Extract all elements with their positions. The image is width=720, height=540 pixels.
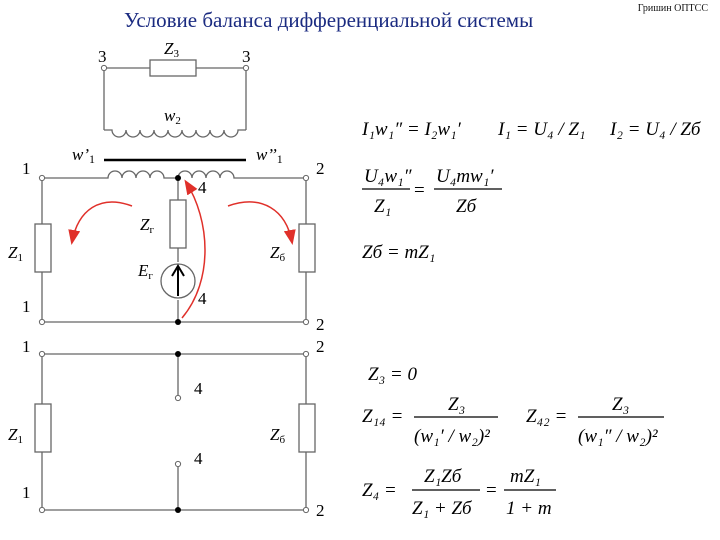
z1-resistor-lower [35, 404, 51, 452]
eq2-lhs-num: U₄w₁″ [364, 166, 412, 187]
eq5a-num: Z₃ [448, 394, 466, 415]
left-current-arrow [72, 202, 132, 242]
w1-prime-label: w’1 [72, 145, 95, 166]
w1-double-prime-label: w’’1 [256, 145, 283, 166]
zb-resistor-upper [299, 224, 315, 272]
zb-upper-label: Zб [270, 243, 286, 264]
z1-upper-label: Z1 [8, 243, 23, 264]
eq2-lhs-den: Z₁ [374, 196, 392, 217]
node-4-bottom-dot [175, 319, 181, 325]
node-1-bottom-label: 1 [22, 297, 31, 316]
zb-resistor-lower [299, 404, 315, 452]
eq5b-num: Z₃ [612, 394, 630, 415]
w2-label: w2 [164, 106, 181, 127]
lower-node-2-top-label: 2 [316, 337, 325, 356]
node-4-bottom-label: 4 [198, 289, 207, 308]
lower-node-4-bottom-label: 4 [194, 449, 203, 468]
lower-terminals [39, 351, 308, 512]
slide-title: Условие баланса дифференциальной системы [124, 8, 534, 32]
w2-coil [104, 130, 246, 137]
eq5b-den: (w₁″ / w₂)² [578, 426, 658, 447]
node-3-left-label: 3 [98, 47, 107, 66]
lower-node-top-dot [175, 351, 181, 357]
right-current-arrow [228, 202, 292, 242]
z3-label: Z3 [164, 39, 179, 60]
eq6-den1: Z₁ + Zб [412, 498, 472, 519]
eq6-lhs: Z₄ = [362, 480, 397, 501]
eq5b-lhs: Z₄₂ = [526, 406, 568, 427]
eq6-den2: 1 + m [506, 498, 552, 519]
eq5a-lhs: Z₁₄ = [362, 406, 404, 427]
w1-coil [42, 171, 306, 178]
eq1-balance: I₁w₁″ = I₂w₁′ [362, 119, 461, 140]
lower-node-4-top-label: 4 [194, 379, 203, 398]
node-4-top-label: 4 [198, 178, 207, 197]
node-2-top-label: 2 [316, 159, 325, 178]
equations [361, 119, 702, 519]
lower-node-1-top-label: 1 [22, 337, 31, 356]
lower-labels [8, 337, 325, 520]
eq5a-den: (w₁′ / w₂)² [414, 426, 490, 447]
eq1-current-1: I₁ = U₄ / Z₁ [498, 119, 586, 140]
eq4-z3-zero: Z₃ = 0 [368, 364, 417, 385]
upper-circuit [35, 60, 315, 322]
lower-node-bottom-dot [175, 507, 181, 513]
eq1-current-2: I₂ = U₄ / Zб [610, 119, 701, 140]
zg-resistor [170, 200, 186, 248]
eq2-rhs-num: U₄mw₁′ [436, 166, 494, 187]
zb-lower-label: Zб [270, 425, 286, 446]
node-4-top-dot [175, 175, 181, 181]
eq6-num1: Z₁Zб [424, 466, 462, 487]
zg-label: Zг [140, 215, 154, 236]
eq2-rhs-den: Zб [456, 196, 477, 217]
node-3-right-label: 3 [242, 47, 251, 66]
z1-lower-label: Z1 [8, 425, 23, 446]
eq3-zb: Zб = mZ₁ [362, 242, 436, 263]
eq6-num2: mZ₁ [510, 466, 541, 487]
author-label: Гришин ОПТСС [637, 3, 708, 14]
eq2-equals: = [414, 180, 425, 201]
lower-node-2-bottom-label: 2 [316, 501, 325, 520]
z3-resistor [150, 60, 196, 76]
node-1-top-label: 1 [22, 159, 31, 178]
node-2-bottom-label: 2 [316, 315, 325, 334]
lower-node-1-bottom-label: 1 [22, 483, 31, 502]
eg-label: Eг [138, 261, 153, 282]
eq6-equals: = [486, 480, 497, 501]
z1-resistor-upper [35, 224, 51, 272]
